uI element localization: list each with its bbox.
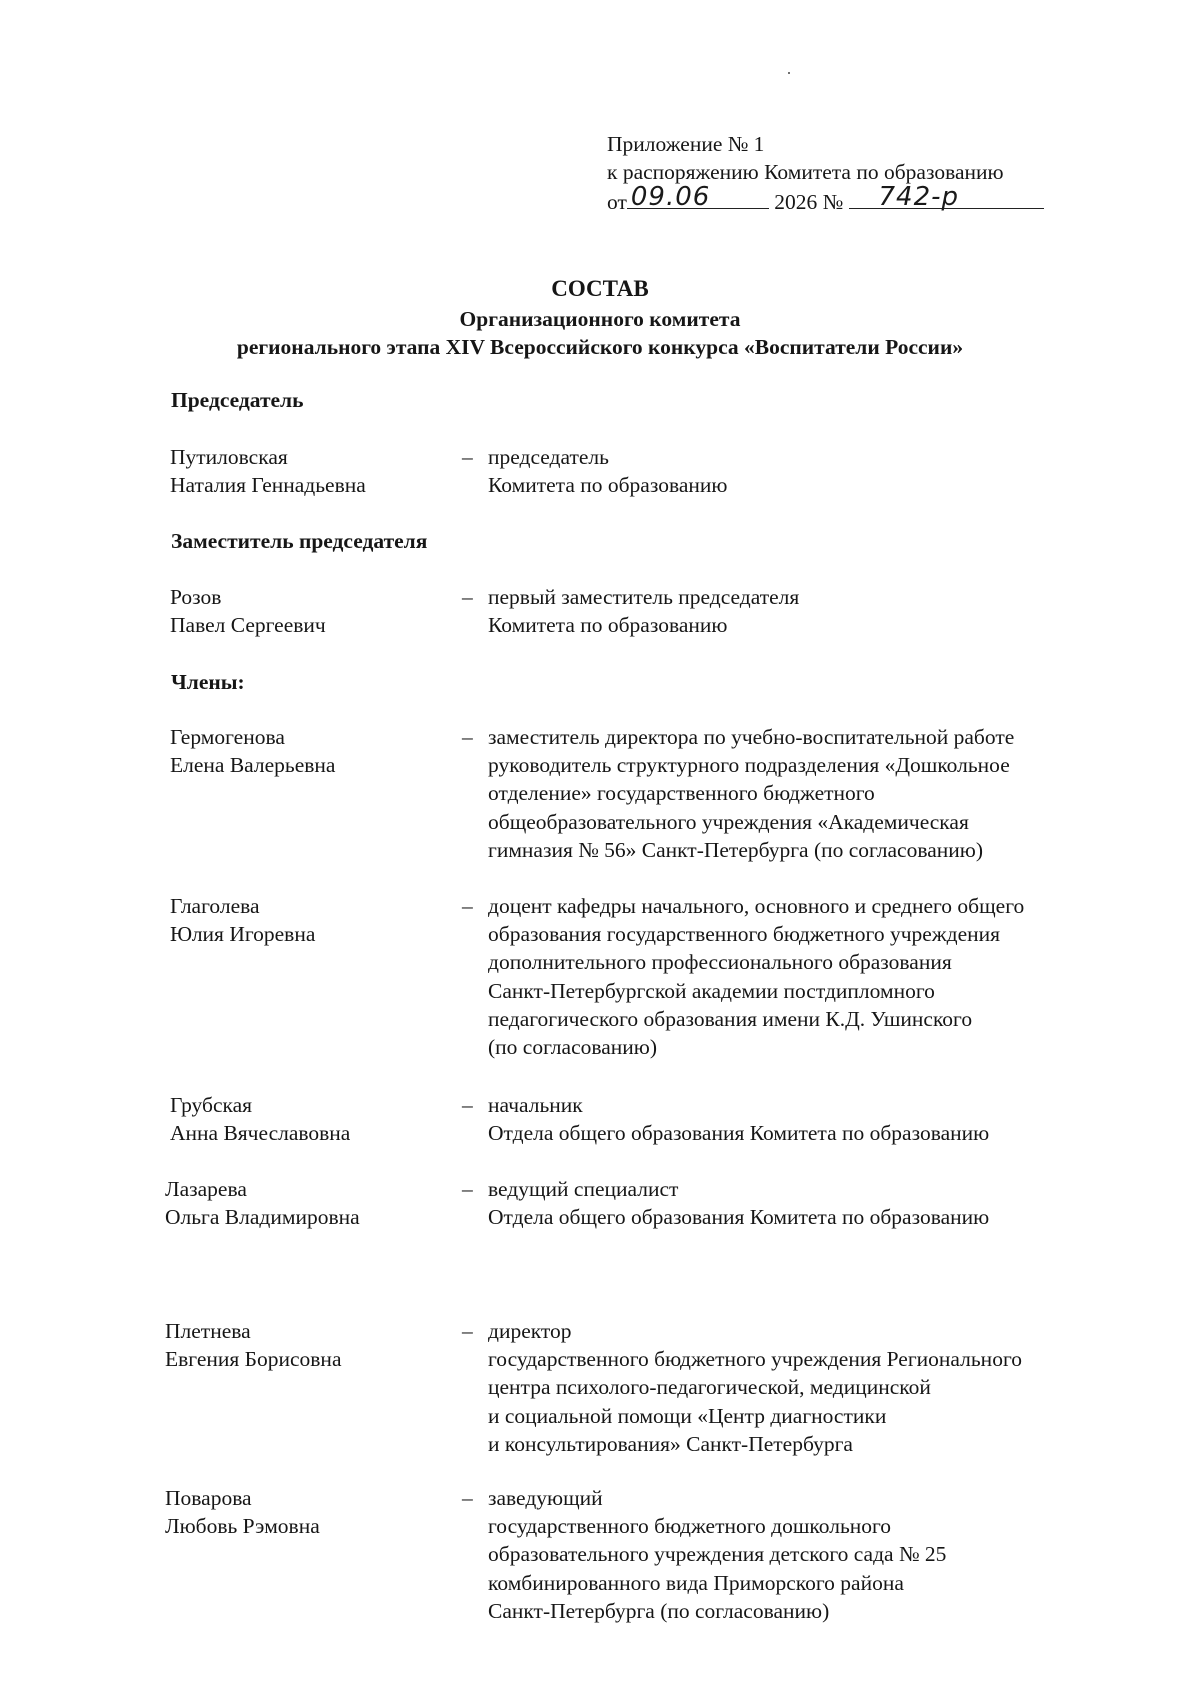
member-description bbox=[488, 723, 1014, 864]
dash: – bbox=[462, 1177, 473, 1201]
member-description-line: образовательного учреждения детского сада № 25 bbox=[488, 1542, 947, 1567]
dash: – bbox=[462, 1093, 473, 1117]
member-description bbox=[488, 1484, 946, 1625]
member-name-line: Евгения Борисовна bbox=[165, 1347, 342, 1372]
member-name-line: Поварова bbox=[165, 1486, 252, 1510]
annex-date-row bbox=[607, 182, 1044, 216]
dash: – bbox=[462, 585, 473, 609]
section-members: Члены: bbox=[171, 670, 245, 694]
section-chair: Председатель bbox=[171, 388, 304, 412]
member-description-line: ведущий специалист bbox=[488, 1177, 679, 1201]
member-name bbox=[170, 1091, 350, 1147]
member-description-line: первый заместитель председателя bbox=[488, 585, 800, 609]
number-blank bbox=[849, 182, 1044, 212]
document-subtitle: Организационного комитета bbox=[459, 307, 741, 331]
member-description-line: дополнительного профессионального образования bbox=[488, 950, 952, 975]
member-description-line: заместитель директора по учебно-воспитательной работе bbox=[488, 725, 1015, 749]
member-description-line: заведующий bbox=[488, 1486, 603, 1510]
annex-line-1: Приложение № 1 bbox=[607, 132, 765, 156]
member-name-line: Глаголева bbox=[170, 894, 260, 918]
annex-block bbox=[607, 130, 1044, 216]
member-description bbox=[488, 1175, 989, 1231]
member-name-line: Лазарева bbox=[165, 1177, 247, 1201]
document-title: СОСТАВ bbox=[551, 276, 649, 301]
member-description-line: Отдела общего образования Комитета по образованию bbox=[488, 1121, 990, 1146]
member-name bbox=[170, 723, 335, 779]
dash: – bbox=[462, 1486, 473, 1510]
document-subtitle-2: регионального этапа XIV Всероссийского конкурса «Воспитатели России» bbox=[236, 335, 964, 359]
member-name-line: Анна Вячеславовна bbox=[170, 1121, 351, 1146]
member-description bbox=[488, 892, 1024, 1061]
member-name-line: Любовь Рэмовна bbox=[165, 1514, 320, 1539]
member-description-line: Санкт-Петербургской академии постдипломного bbox=[488, 978, 935, 1003]
section-deputy: Заместитель председателя bbox=[171, 529, 428, 553]
member-name-line: Ольга Владимировна bbox=[165, 1205, 360, 1230]
member-description-line: председатель bbox=[488, 445, 609, 469]
member-description-line: доцент кафедры начального, основного и среднего общего bbox=[488, 894, 1025, 918]
member-name bbox=[170, 583, 326, 639]
member-description bbox=[488, 1317, 1022, 1458]
member-description-line: (по согласованию) bbox=[488, 1035, 658, 1060]
dash: – bbox=[462, 894, 473, 918]
member-description-line: директор bbox=[488, 1319, 572, 1343]
member-description-line: центра психолого-педагогической, медицинской bbox=[488, 1375, 931, 1400]
member-description-line: образования государственного бюджетного учреждения bbox=[488, 922, 1001, 947]
dash: – bbox=[462, 1319, 473, 1343]
member-name bbox=[165, 1175, 360, 1231]
member-name bbox=[165, 1484, 320, 1540]
member-name-line: Елена Валерьевна bbox=[170, 753, 336, 778]
member-name-line: Путиловская bbox=[170, 445, 288, 469]
member-description bbox=[488, 1091, 989, 1147]
handwritten-date: 09.06 bbox=[630, 182, 711, 212]
member-name-line: Плетнева bbox=[165, 1319, 251, 1343]
member-description-line: Санкт-Петербурга (по согласованию) bbox=[488, 1598, 830, 1623]
member-description-line: Отдела общего образования Комитета по образованию bbox=[488, 1205, 990, 1230]
dash: – bbox=[462, 445, 473, 469]
date-prefix: от bbox=[607, 190, 627, 214]
member-description-line: государственного бюджетного учреждения Регионального bbox=[488, 1347, 1022, 1372]
member-description-line: педагогического образования имени К.Д. Ушинского bbox=[488, 1006, 973, 1031]
member-name-line: Гермогенова bbox=[170, 725, 285, 749]
year-label: 2026 № bbox=[774, 190, 844, 214]
member-name-line: Розов bbox=[170, 585, 222, 609]
dash: – bbox=[462, 725, 473, 749]
member-description-line: Комитета по образованию bbox=[488, 613, 728, 638]
member-description-line: Комитета по образованию bbox=[488, 473, 728, 498]
member-description-line: комбинированного вида Приморского района bbox=[488, 1570, 904, 1595]
annex-line-2: к распоряжению Комитета по образованию bbox=[607, 160, 1004, 184]
member-name bbox=[165, 1317, 341, 1373]
member-name-line: Наталия Геннадьевна bbox=[170, 473, 366, 498]
member-name bbox=[170, 443, 366, 499]
member-name bbox=[170, 892, 315, 948]
member-description-line: руководитель структурного подразделения «Дошкольное bbox=[488, 753, 1010, 778]
member-description bbox=[488, 583, 799, 639]
member-name-line: Юлия Игоревна bbox=[170, 922, 316, 947]
member-description-line: начальник bbox=[488, 1093, 583, 1117]
member-description-line: отделение» государственного бюджетного bbox=[488, 781, 875, 806]
member-description bbox=[488, 443, 727, 499]
member-description-line: и социальной помощи «Центр диагностики bbox=[488, 1403, 887, 1428]
member-name-line: Грубская bbox=[170, 1093, 253, 1117]
member-description-line: гимназия № 56» Санкт-Петербурга (по согласованию) bbox=[488, 837, 983, 862]
member-name-line: Павел Сергеевич bbox=[170, 613, 326, 638]
handwritten-number: 742-р bbox=[878, 182, 960, 212]
member-description-line: общеобразовательного учреждения «Академическая bbox=[488, 809, 969, 834]
scan-speck bbox=[788, 72, 790, 74]
date-blank bbox=[627, 182, 769, 212]
member-description-line: и консультирования» Санкт-Петербурга bbox=[488, 1431, 853, 1456]
member-description-line: государственного бюджетного дошкольного bbox=[488, 1514, 892, 1539]
document-heading bbox=[0, 273, 1200, 361]
